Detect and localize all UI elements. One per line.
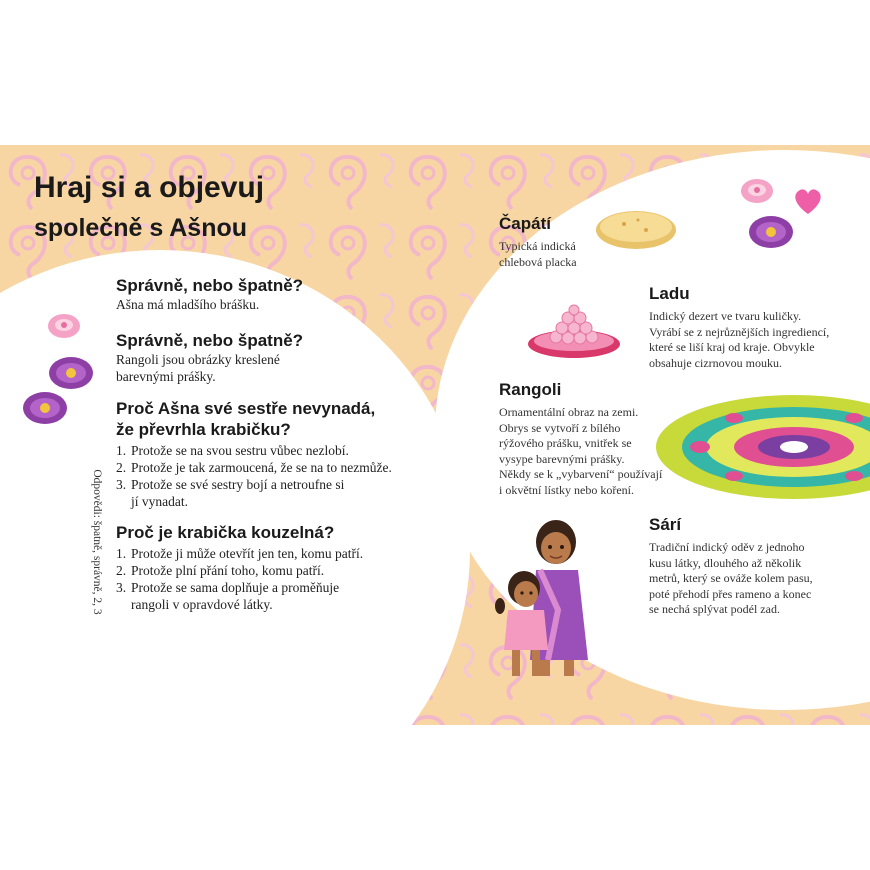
answer-option: 2. Protože plní přání toho, komu patří. [116,563,325,578]
item-text: Indický dezert ve tvaru kuličky. Vyrábí se z nejrůznějších ingrediencí, které se liší kraj od kraje. Obvykle obsahuje cizrnovou mouku. [649,309,830,370]
question-2 [116,330,303,385]
answer-key-text: Odpovědi: špatně, správně, 2, 3 [91,469,103,615]
question-heading: Správně, nebo špatně? [116,331,304,350]
answer-option: 3. Protože se sama doplňuje a proměňuje rangoli v opravdové látky. [116,580,340,612]
answer-option: 1. Protože se na svou sestru vůbec nezlobí. [116,443,349,458]
chapati-illustration [594,204,678,252]
answer-key [88,462,106,622]
flower-icon [740,176,774,206]
item-ladu [649,283,829,371]
question-text: Ašna má mladšího brášku. [116,297,260,312]
item-text: Typická indická chlebová placka [499,239,577,269]
flower-icon [22,390,68,426]
answer-option: 3. Protože se své sestry bojí a netroufne si jí vynadat. [116,477,345,509]
question-heading: Správně, nebo špatně? [116,276,304,295]
item-text: Ornamentální obraz na zemi. Obrys se vytvoří z bílého rýžového prášku, vnitřek se vysype barevnými prášky. Někdy se k „vybarvení“ používají i okvětní lístky nebo koření. [499,405,663,497]
item-heading: Sárí [649,515,682,534]
heart-icon [792,186,824,216]
rangoli-illustration [654,392,870,502]
item-heading: Rangoli [499,380,562,399]
title-line-1: Hraj si a objevuj [34,171,265,204]
question-3 [116,398,392,510]
item-heading: Ladu [649,284,690,303]
question-text-line: barevnými prášky. [116,369,216,384]
question-text-line: Rangoli jsou obrázky kreslené [116,352,280,367]
flower-icon [48,355,94,391]
girls-illustration [488,510,608,690]
flower-icon [748,214,794,250]
flower-icon [46,310,82,342]
answer-option: 1. Protože ji může otevřít jen ten, komu patří. [116,546,364,561]
title-line-2: společně s Ašnou [34,214,248,242]
answer-list [116,442,392,510]
answer-list [116,545,363,613]
item-capati [499,213,577,270]
item-rangoli [499,379,662,498]
question-1 [116,275,303,313]
page-title [34,168,264,248]
question-heading-line: Proč Ašna své sestře nevynadá, [116,399,376,418]
question-heading-line: že převrhla krabičku? [116,420,291,439]
item-heading: Čapátí [499,214,551,233]
item-sari [649,514,813,618]
answer-option: 2. Protože je tak zarmoucená, že se na to nezmůže. [116,460,392,475]
item-text: Tradiční indický oděv z jednoho kusu látky, dlouhého až několik metrů, který se ováže kolem pasu, poté přehodí přes rameno a konec se nechá splývat podél zad. [649,540,813,616]
ladu-illustration [526,304,622,360]
question-heading: Proč je krabička kouzelná? [116,523,335,542]
question-4 [116,522,363,613]
